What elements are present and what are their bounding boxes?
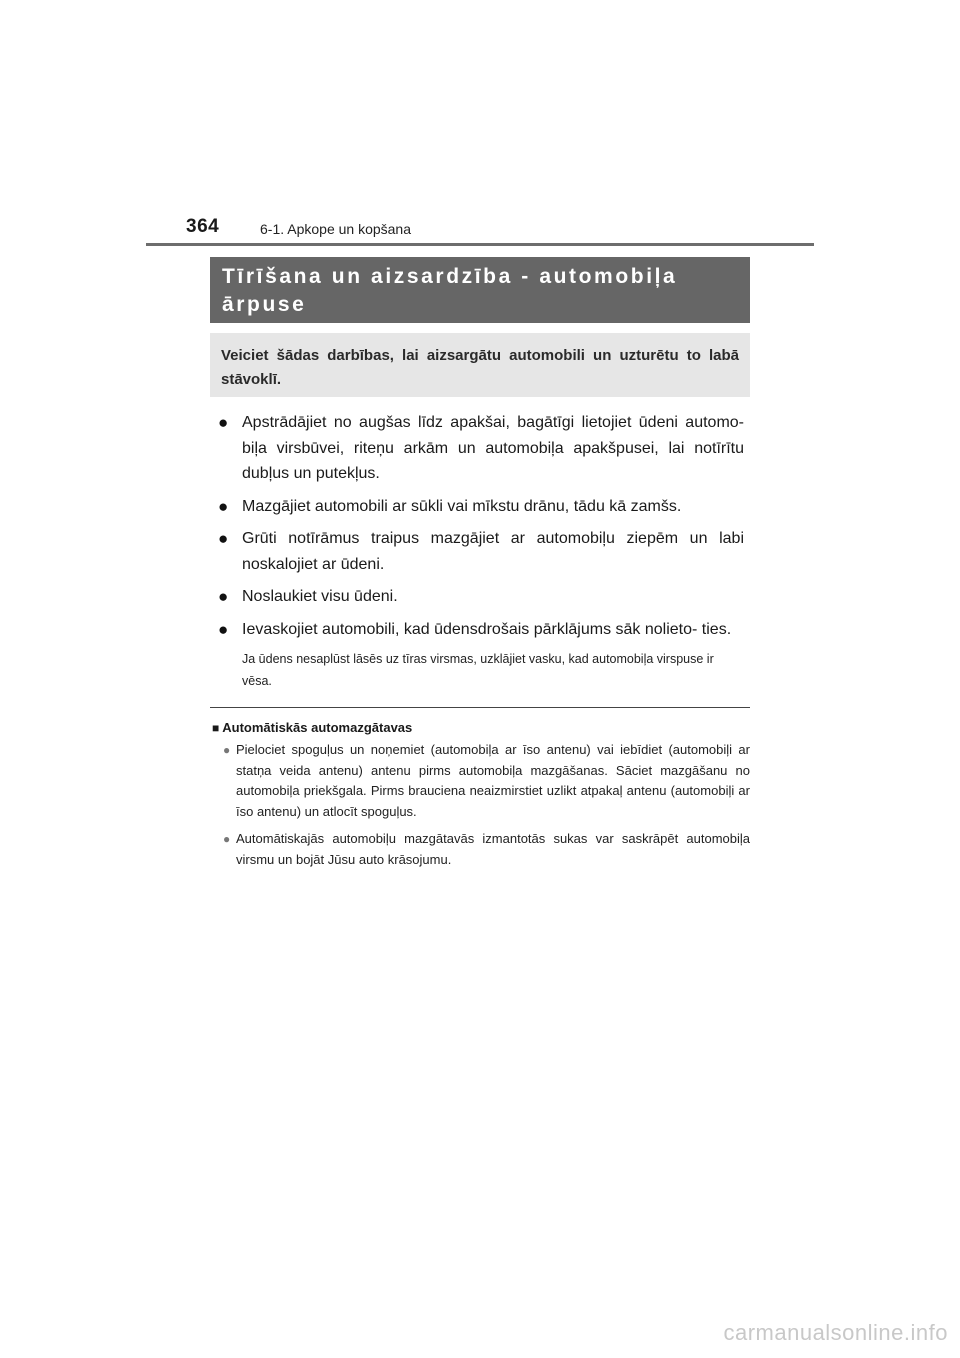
- list-item: [218, 617, 744, 693]
- list-item-text: Automātiskajās automobiļu mazgātavās izmantotās sukas var saskrāpēt automobiļa virsmu un bojāt Jūsu auto krāsojumu.: [236, 831, 750, 867]
- header-rule: [146, 243, 814, 246]
- bullet-note: Ja ūdens nesaplūst lāsēs uz tīras virsmas, uzklājiet vasku, kad automobiļa virspuse ir vēsa.: [242, 652, 714, 688]
- list-item: [212, 829, 750, 870]
- subsection: [212, 718, 750, 877]
- bullet-dot-icon: ●: [218, 413, 229, 432]
- list-item-text: Grūti notīrāmus traipus mazgājiet ar automobiļu ziepēm un labi noskalojiet ar ūdeni.: [242, 530, 744, 573]
- bullet-dot-icon: ●: [223, 743, 231, 757]
- subsection-list: [212, 740, 750, 870]
- list-item: [218, 526, 744, 577]
- list-item: [218, 494, 744, 520]
- list-item-text: Pielociet spoguļus un noņemiet (automobiļa ar īso antenu) vai iebīdiet (automobiļi ar statņa veida antenu) antenu pirms automobiļa mazgāšanas. Sāciet mazgāšanu no automobiļa priekšgala. Pirms brauciena neaizmirstiet uzlikt atpakaļ antenu (automobiļi ar īso antenu) un atlocīt spoguļus.: [236, 742, 750, 819]
- title-box: [210, 257, 750, 323]
- page-number: 364: [186, 216, 220, 237]
- bullet-dot-icon: ●: [218, 529, 229, 548]
- subsection-title: [212, 718, 750, 738]
- bullet-list: [218, 410, 744, 699]
- bullet-dot-icon: ●: [218, 619, 229, 639]
- square-bullet-icon: ■: [212, 721, 220, 735]
- page-title: Tīrīšana un aizsardzība - automobiļa ārpuse: [222, 265, 678, 316]
- list-item: [218, 410, 744, 487]
- list-item-text: Noslaukiet visu ūdeni.: [242, 588, 398, 605]
- section-label: 6-1. Apkope un kopšana: [260, 221, 412, 237]
- watermark: carmanualsonline.info: [723, 1320, 948, 1345]
- intro-box: Veiciet šādas darbības, lai aizsargātu automobili un uzturētu to labā stāvoklī.: [210, 333, 750, 397]
- list-item-text: Mazgājiet automobili ar sūkli vai mīkstu drānu, tādu kā zamšs.: [242, 497, 682, 515]
- section-divider: [210, 707, 750, 708]
- list-item-text: Apstrādājiet no augšas līdz apakšai, bagātīgi lietojiet ūdeni automo- biļa virsbūvei, riteņu arkām un automobiļa apakšpusei, lai notīrītu dubļus un putekļus.: [242, 414, 744, 482]
- bullet-dot-icon: ●: [223, 832, 231, 846]
- bullet-dot-icon: ●: [218, 587, 229, 606]
- subsection-title-text: Automātiskās automazgātavas: [222, 720, 413, 735]
- list-item: [212, 740, 750, 822]
- list-item: [218, 584, 744, 610]
- bullet-dot-icon: ●: [218, 496, 229, 516]
- list-item-text: Ievaskojiet automobili, kad ūdensdrošais pārklājums sāk nolieto- ties.: [242, 620, 732, 638]
